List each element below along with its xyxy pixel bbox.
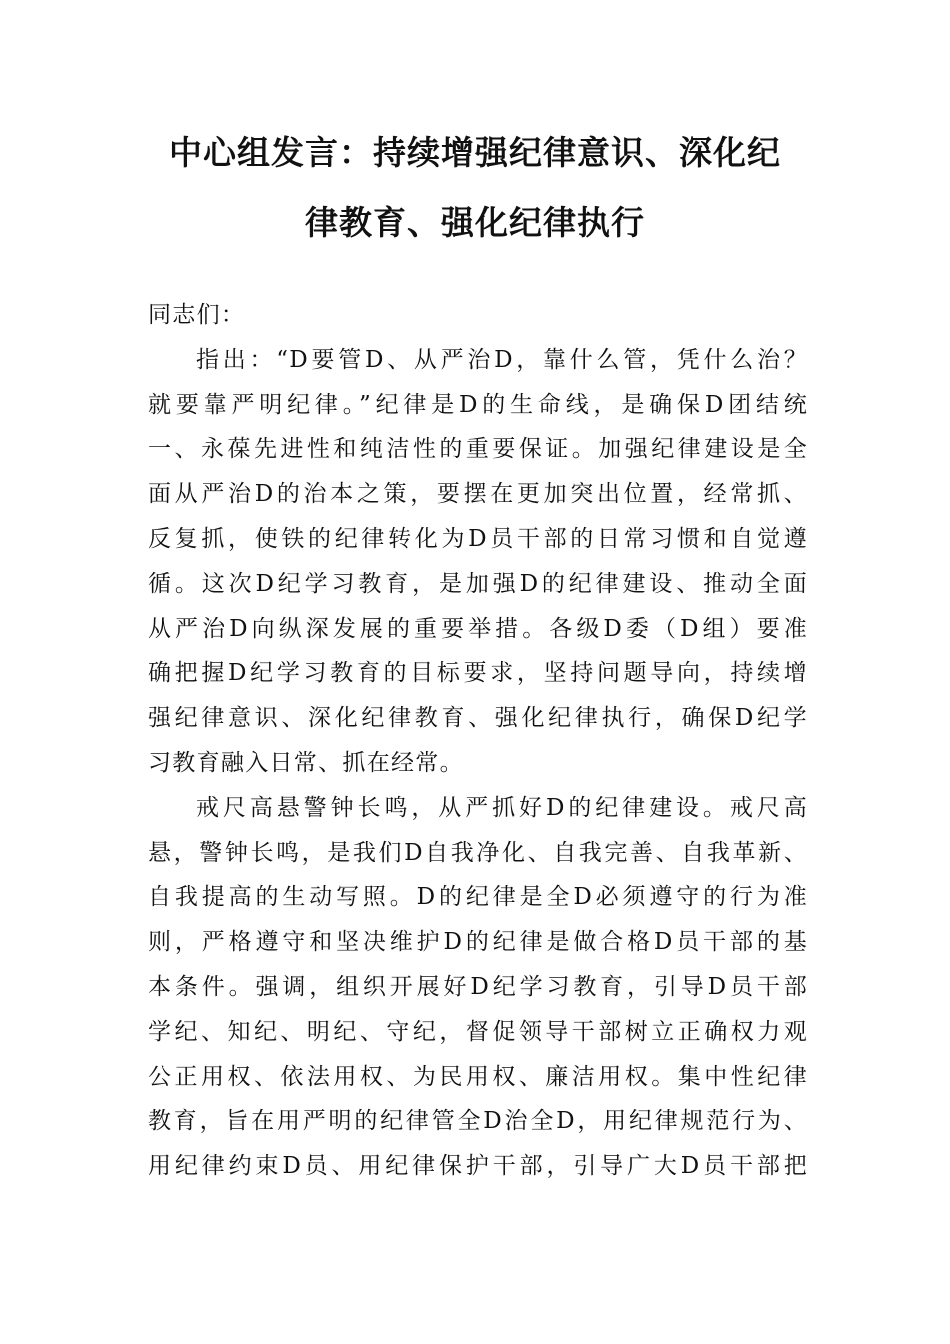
paragraph-line: 反复抓，使铁的纪律转化为D员干部的日常习惯和自觉遵 bbox=[148, 525, 808, 552]
paragraph-2 bbox=[148, 786, 808, 1189]
paragraph-line: 自我提高的生动写照。D的纪律是全D必须遵守的行为准 bbox=[148, 884, 808, 911]
paragraph-line: 强纪律意识、深化纪律教育、强化纪律执行，确保D纪学 bbox=[148, 705, 808, 732]
paragraph-line: 戒尺高悬警钟长鸣，从严抓好D的纪律建设。戒尺高 bbox=[196, 794, 808, 821]
paragraph-line: 面从严治D的治本之策，要摆在更加突出位置，经常抓、 bbox=[148, 481, 808, 508]
paragraph-line: 则，严格遵守和坚决维护D的纪律是做合格D员干部的基 bbox=[148, 929, 808, 956]
paragraph-line: 教育，旨在用严明的纪律管全D治全D，用纪律规范行为、 bbox=[148, 1108, 808, 1135]
paragraph-line: 习教育融入日常、抓在经常。 bbox=[148, 749, 464, 776]
greeting: 同志们： bbox=[148, 302, 246, 328]
paragraph-line: 从严治D向纵深发展的重要举措。各级D委（D组）要准 bbox=[148, 615, 808, 642]
paragraph-1 bbox=[148, 338, 808, 786]
paragraph-line: 公正用权、依法用权、为民用权、廉洁用权。集中性纪律 bbox=[148, 1063, 808, 1090]
paragraph-line: 就要靠严明纪律。”纪律是D的生命线，是确保D团结统 bbox=[148, 391, 808, 418]
paragraph-line: 本条件。强调，组织开展好D纪学习教育，引导D员干部 bbox=[148, 973, 808, 1000]
paragraph-line: 学纪、知纪、明纪、守纪，督促领导干部树立正确权力观 bbox=[148, 1018, 808, 1045]
paragraph-line: 用纪律约束D员、用纪律保护干部，引导广大D员干部把 bbox=[148, 1153, 808, 1180]
document-body bbox=[148, 293, 808, 1189]
title-line-2: 律教育、强化纪律执行 bbox=[305, 203, 645, 242]
paragraph-line: 指出：“D要管D、从严治D，靠什么管，凭什么治？ bbox=[196, 346, 808, 373]
document-title bbox=[120, 118, 830, 258]
title-line-1: 中心组发言：持续增强纪律意识、深化纪 bbox=[169, 133, 781, 172]
paragraph-line: 循。这次D纪学习教育，是加强D的纪律建设、推动全面 bbox=[148, 570, 808, 597]
paragraph-line: 确把握D纪学习教育的目标要求，坚持问题导向，持续增 bbox=[148, 660, 808, 687]
paragraph-line: 悬，警钟长鸣，是我们D自我净化、自我完善、自我革新、 bbox=[148, 839, 808, 866]
paragraph-line: 一、永葆先进性和纯洁性的重要保证。加强纪律建设是全 bbox=[148, 436, 808, 463]
